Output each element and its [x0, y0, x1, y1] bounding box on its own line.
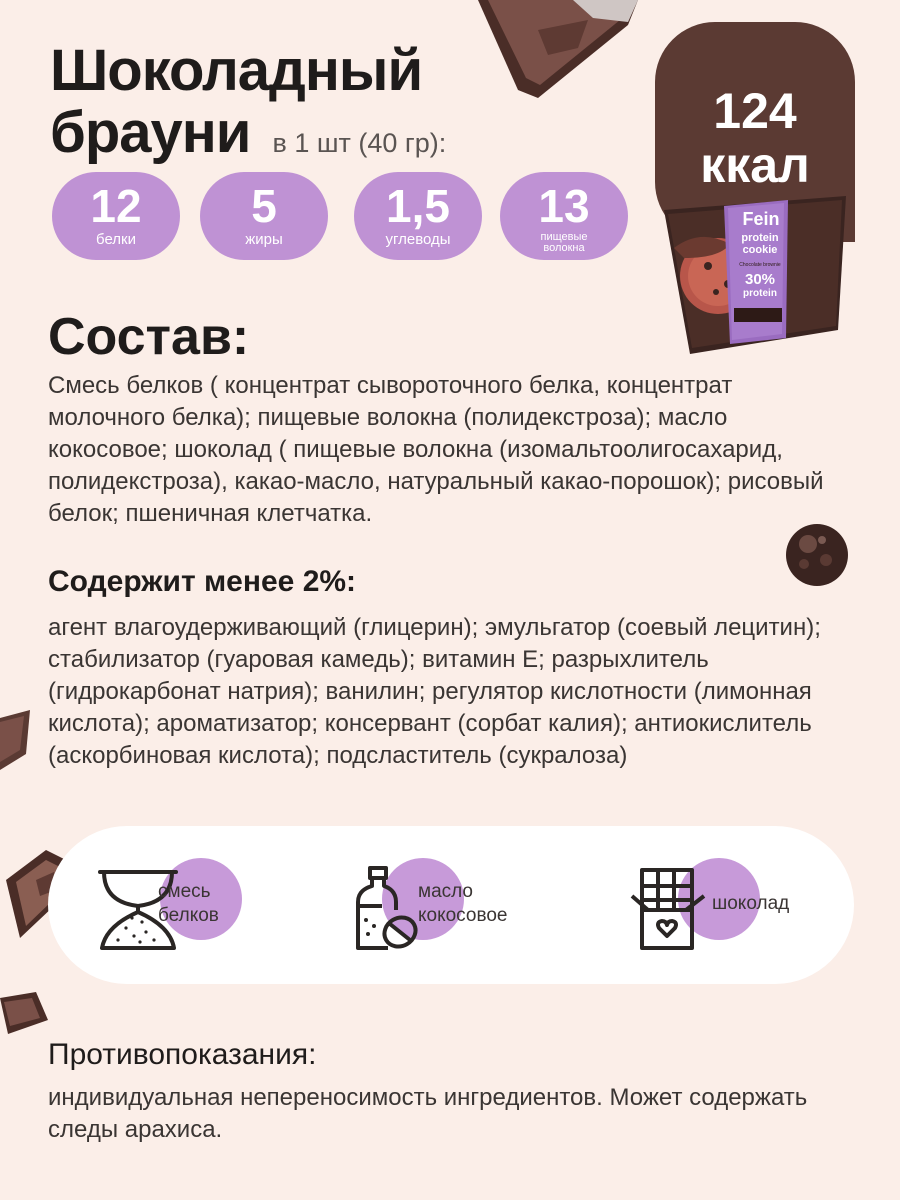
feature-label-line-2: кокосовое — [418, 905, 508, 926]
package-percent-label: protein — [743, 288, 777, 299]
minor-ingredients-text: агент влагоудерживающий (глицерин); эмульгатор (соевый лецитин); стабилизатор (гуаровая камедь); витамин Е; разрыхлитель (гидрокарбонат натрия); ванилин; регулятор кислотности (лимонная кислота); ароматизатор; консервант (сорбат калия); антиокислитель (аскорбиновая кислота); подсластитель (сукралоза) — [48, 614, 821, 769]
chocolate-piece-left-image — [0, 710, 34, 770]
nutrition-value: 1,5 — [386, 180, 450, 232]
nutrition-label: пищевые волокна — [540, 231, 588, 254]
nutrition-value: 13 — [538, 180, 590, 232]
feature-label-line-1: смесь — [158, 881, 211, 902]
package-line-2: cookie — [742, 244, 778, 256]
nutrition-label: углеводы — [385, 231, 451, 248]
product-package-image — [660, 188, 850, 358]
title-line-1: Шоколадный — [50, 38, 423, 103]
oil-bottle-icon — [354, 866, 418, 952]
nutrition-pill-fat — [200, 172, 328, 260]
minor-ingredients-heading: Содержит менее 2%: — [48, 565, 357, 598]
contraindications-heading: Противопоказания: — [48, 1038, 317, 1071]
nutrition-pill-carbs — [354, 172, 482, 260]
kcal-value: 124 — [713, 83, 797, 139]
composition-text: Смесь белков ( концентрат сывороточного белка, концентрат молочного белка); пищевые волокна (полидекстроза); масло кокосовое; шоколад ( пищевые волокна (изомальтоолигосахарид, полидекстроза), какао-масло, натуральный какао-порошок); рисовый белок; пшеничная клетчатка. — [48, 372, 824, 527]
nutrition-label: жиры — [245, 231, 283, 248]
nutrition-pill-fiber — [500, 172, 628, 260]
title-line-2: брауни — [50, 100, 251, 165]
chocolate-ball-image — [782, 520, 852, 590]
kcal-unit: ккал — [700, 137, 810, 193]
feature-label-line-2: белков — [158, 905, 219, 926]
key-ingredients-panel — [48, 826, 854, 984]
nutrition-value: 5 — [251, 180, 277, 232]
feature-label — [418, 880, 507, 928]
chocolate-piece-bottom-left-image — [0, 992, 50, 1036]
feature-label — [158, 880, 219, 928]
chocolate-piece-top-image — [478, 0, 648, 100]
package-line-1: protein — [741, 232, 779, 244]
serving-size: в 1 шт (40 гр): — [272, 128, 447, 158]
feature-label-line-1: шоколад — [712, 893, 790, 914]
feature-label — [712, 892, 789, 916]
package-brand: Fein — [742, 209, 780, 229]
feature-label-line-1: масло — [418, 881, 473, 902]
contraindications-text: индивидуальная непереносимость ингредиентов. Может содержать следы арахиса. — [48, 1084, 808, 1143]
product-title — [50, 40, 446, 174]
chocolate-bar-icon — [628, 866, 708, 952]
package-flavor: Chocolate brownie — [739, 262, 781, 268]
nutrition-pill-protein — [52, 172, 180, 260]
nutrition-label: белки — [96, 231, 136, 248]
composition-heading: Состав: — [48, 308, 250, 366]
package-percent: 30% — [744, 271, 776, 288]
nutrition-value: 12 — [90, 180, 142, 232]
